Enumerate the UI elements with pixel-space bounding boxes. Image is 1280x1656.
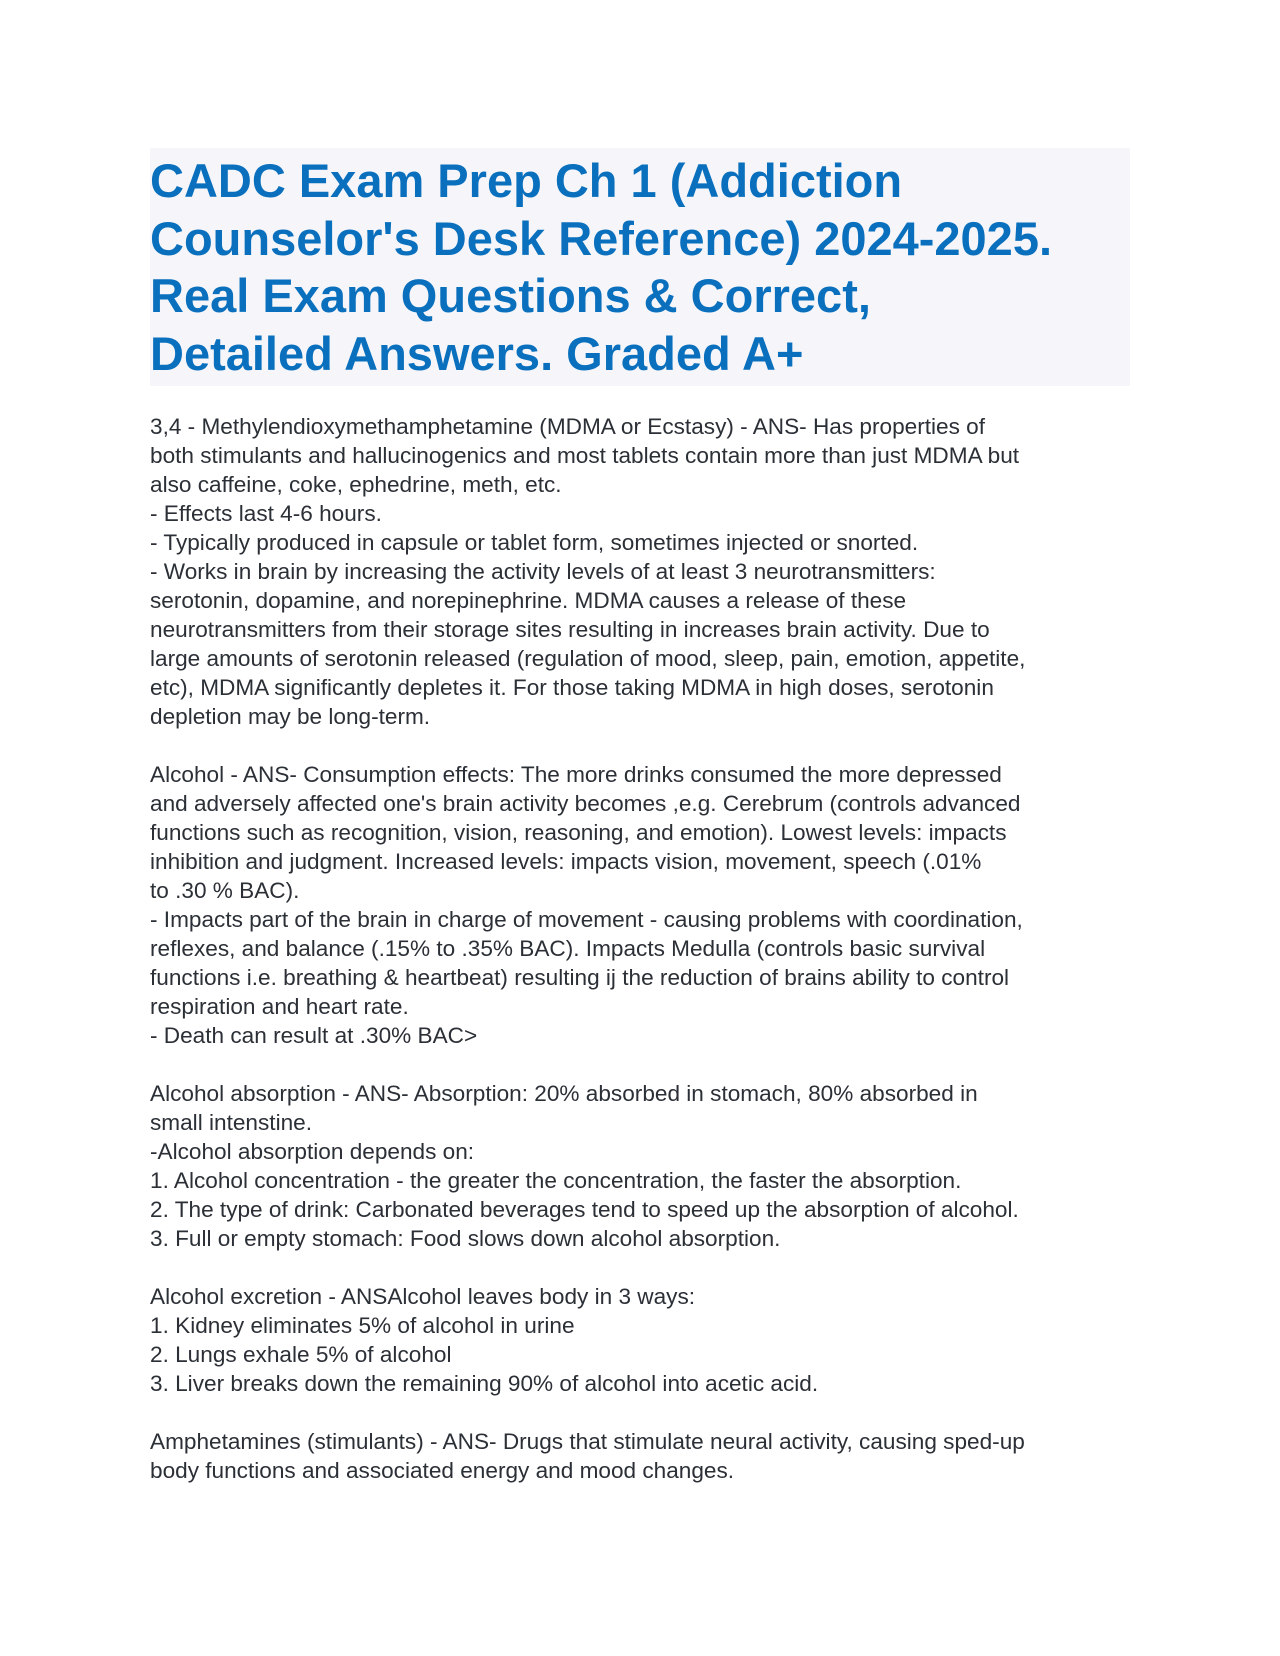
text-line: 2. The type of drink: Carbonated beverages tend to speed up the absorption of alcohol.	[150, 1197, 1019, 1222]
qa-entry-alcohol-excretion	[150, 1282, 1130, 1398]
text-line: Alcohol - ANS- Consumption effects: The more drinks consumed the more depressed	[150, 762, 1002, 787]
text-line: 1. Alcohol concentration - the greater the concentration, the faster the absorption.	[150, 1168, 962, 1193]
qa-entry-alcohol	[150, 760, 1130, 1050]
text-line: 3. Full or empty stomach: Food slows down alcohol absorption.	[150, 1226, 781, 1251]
text-line: inhibition and judgment. Increased levels: impacts vision, movement, speech (.01%	[150, 849, 982, 874]
text-line: Alcohol absorption - ANS- Absorption: 20% absorbed in stomach, 80% absorbed in	[150, 1081, 978, 1106]
title-banner	[150, 148, 1130, 386]
title-line: Counselor's Desk Reference) 2024-2025.	[150, 211, 1053, 265]
text-line: etc), MDMA significantly depletes it. For those taking MDMA in high doses, serotonin	[150, 675, 994, 700]
text-line: small intenstine.	[150, 1110, 312, 1135]
text-line: 3. Liver breaks down the remaining 90% of alcohol into acetic acid.	[150, 1371, 819, 1396]
document-title	[150, 152, 1130, 382]
title-line: CADC Exam Prep Ch 1 (Addiction	[150, 154, 903, 207]
document-body	[150, 412, 1130, 1485]
text-line: respiration and heart rate.	[150, 994, 409, 1019]
text-line: 1. Kidney eliminates 5% of alcohol in urine	[150, 1313, 575, 1338]
text-line: - Works in brain by increasing the activity levels of at least 3 neurotransmitters:	[150, 559, 936, 584]
text-line: Alcohol excretion - ANSAlcohol leaves body in 3 ways:	[150, 1284, 696, 1309]
text-line: body functions and associated energy and mood changes.	[150, 1458, 735, 1483]
text-line: - Typically produced in capsule or tablet form, sometimes injected or snorted.	[150, 530, 919, 555]
text-line: 3,4 - Methylendioxymethamphetamine (MDMA or Ecstasy) - ANS- Has properties of	[150, 414, 986, 439]
text-line: both stimulants and hallucinogenics and most tablets contain more than just MDMA but	[150, 443, 1020, 468]
text-line: - Impacts part of the brain in charge of movement - causing problems with coordination,	[150, 907, 1023, 932]
text-line: functions i.e. breathing & heartbeat) resulting ij the reduction of brains ability to control	[150, 965, 1010, 990]
text-line: - Effects last 4-6 hours.	[150, 501, 382, 526]
text-line: large amounts of serotonin released (regulation of mood, sleep, pain, emotion, appetite,	[150, 646, 1026, 671]
qa-entry-amphetamines	[150, 1427, 1130, 1485]
qa-entry-mdma	[150, 412, 1130, 731]
text-line: neurotransmitters from their storage sites resulting in increases brain activity. Due to	[150, 617, 990, 642]
text-line: functions such as recognition, vision, reasoning, and emotion). Lowest levels: impacts	[150, 820, 1007, 845]
text-line: also caffeine, coke, ephedrine, meth, etc.	[150, 472, 562, 497]
text-line: and adversely affected one's brain activity becomes ,e.g. Cerebrum (controls advanced	[150, 791, 1021, 816]
text-line: depletion may be long-term.	[150, 704, 431, 729]
text-line: - Death can result at .30% BAC>	[150, 1023, 478, 1048]
document-page	[150, 148, 1130, 1514]
qa-entry-alcohol-absorption	[150, 1079, 1130, 1253]
text-line: serotonin, dopamine, and norepinephrine. MDMA causes a release of these	[150, 588, 907, 613]
text-line: Amphetamines (stimulants) - ANS- Drugs that stimulate neural activity, causing sped-up	[150, 1429, 1025, 1454]
text-line: reflexes, and balance (.15% to .35% BAC). Impacts Medulla (controls basic survival	[150, 936, 986, 961]
title-line: Real Exam Questions & Correct,	[150, 269, 871, 322]
text-line: -Alcohol absorption depends on:	[150, 1139, 475, 1164]
text-line: to .30 % BAC).	[150, 878, 300, 903]
text-line: 2. Lungs exhale 5% of alcohol	[150, 1342, 452, 1367]
title-line: Detailed Answers. Graded A+	[150, 326, 804, 380]
